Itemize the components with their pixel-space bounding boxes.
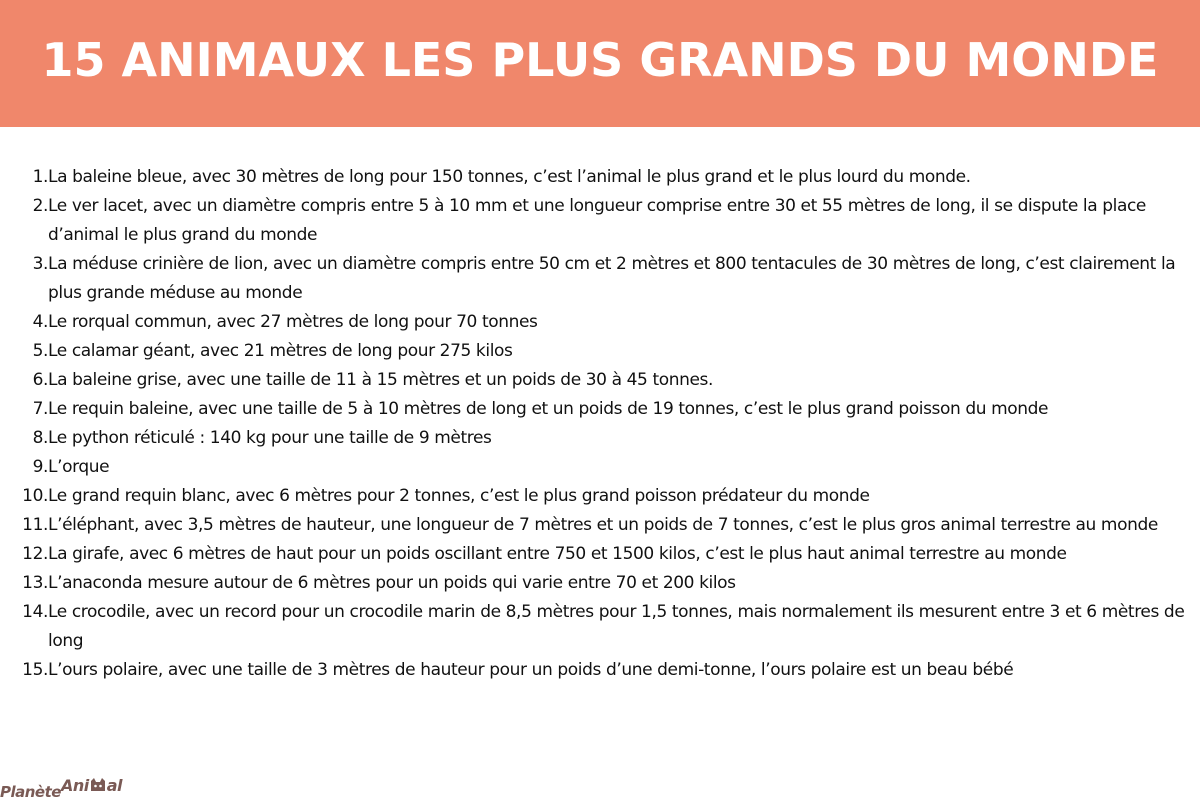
list-item <box>0 482 1200 511</box>
list-item-text: La girafe, avec 6 mètres de haut pour un poids oscillant entre 750 et 1500 kilos, c’est le plus haut animal terrestre au monde <box>48 544 1067 564</box>
list-item-text: Le ver lacet, avec un diamètre compris entre 5 à 10 mm et une longueur comprise entre 30 et 55 mètres de long, il se dispute la place d’animal le plus grand du monde <box>48 196 1146 245</box>
list-item <box>0 453 1200 482</box>
list-item <box>0 163 1200 192</box>
list-item-text: L’ours polaire, avec une taille de 3 mètres de hauteur pour un poids d’une demi-tonne, l’ours polaire est un beau bébé <box>48 660 1014 680</box>
list-item-text: L’anaconda mesure autour de 6 mètres pour un poids qui varie entre 70 et 200 kilos <box>48 573 736 593</box>
list-item-number: 14. <box>22 602 48 622</box>
list-item-number: 12. <box>22 544 48 564</box>
list-item-number: 7. <box>32 399 48 419</box>
list-item <box>0 598 1200 656</box>
list-item-text: La méduse crinière de lion, avec un diamètre compris entre 50 cm et 2 mètres et 800 tentacules de 30 mètres de long, c’est clairement la plus grande méduse au monde <box>48 254 1176 303</box>
list-item-number: 3. <box>32 254 48 274</box>
header-banner <box>0 0 1200 127</box>
list-item-text: Le grand requin blanc, avec 6 mètres pour 2 tonnes, c’est le plus grand poisson prédateur du monde <box>48 486 870 506</box>
list-item-number: 8. <box>32 428 48 448</box>
list-item-text: Le python réticulé : 140 kg pour une taille de 9 mètres <box>48 428 492 448</box>
list-item-number: 1. <box>32 167 48 187</box>
list-item <box>0 192 1200 250</box>
list-item <box>0 250 1200 308</box>
list-item-number: 10. <box>22 486 48 506</box>
list-item-text: La baleine grise, avec une taille de 11 à 15 mètres et un poids de 30 à 45 tonnes. <box>48 370 713 390</box>
list-item-text: Le crocodile, avec un record pour un crocodile marin de 8,5 mètres pour 1,5 tonnes, mais normalement ils mesurent entre 3 et 6 mètres de long <box>48 602 1185 651</box>
list-item <box>0 569 1200 598</box>
list-item-text: L’orque <box>48 457 110 477</box>
animal-list <box>0 163 1200 685</box>
list-item-number: 2. <box>32 196 48 216</box>
list-item <box>0 308 1200 337</box>
brand-logo <box>0 774 122 800</box>
list-item-text: Le rorqual commun, avec 27 mètres de long pour 70 tonnes <box>48 312 538 332</box>
list-item <box>0 337 1200 366</box>
list-item <box>0 511 1200 540</box>
logo-text-al: al <box>106 776 122 795</box>
cat-face-icon <box>90 778 106 792</box>
list-item <box>0 540 1200 569</box>
logo-text-ani: Ani <box>60 776 89 795</box>
list-item-number: 5. <box>32 341 48 361</box>
list-item-text: Le requin baleine, avec une taille de 5 à 10 mètres de long et un poids de 19 tonnes, c’est le plus grand poisson du monde <box>48 399 1049 419</box>
logo-text-planete: Planète <box>0 783 61 801</box>
list-item-number: 13. <box>22 573 48 593</box>
list-item-number: 6. <box>32 370 48 390</box>
list-item <box>0 424 1200 453</box>
list-item <box>0 366 1200 395</box>
list-item <box>0 656 1200 685</box>
list-item-number: 11. <box>22 515 48 535</box>
list-item-text: La baleine bleue, avec 30 mètres de long pour 150 tonnes, c’est l’animal le plus grand et le plus lourd du monde. <box>48 167 971 187</box>
list-item-number: 4. <box>32 312 48 332</box>
list-item-number: 15. <box>22 660 48 680</box>
list-item <box>0 395 1200 424</box>
list-item-number: 9. <box>32 457 48 477</box>
page-title: 15 ANIMAUX LES PLUS GRANDS DU MONDE <box>41 32 1159 87</box>
list-item-text: L’éléphant, avec 3,5 mètres de hauteur, une longueur de 7 mètres et un poids de 7 tonnes, c’est le plus gros animal terrestre au monde <box>48 515 1158 535</box>
list-item-text: Le calamar géant, avec 21 mètres de long pour 275 kilos <box>48 341 513 361</box>
